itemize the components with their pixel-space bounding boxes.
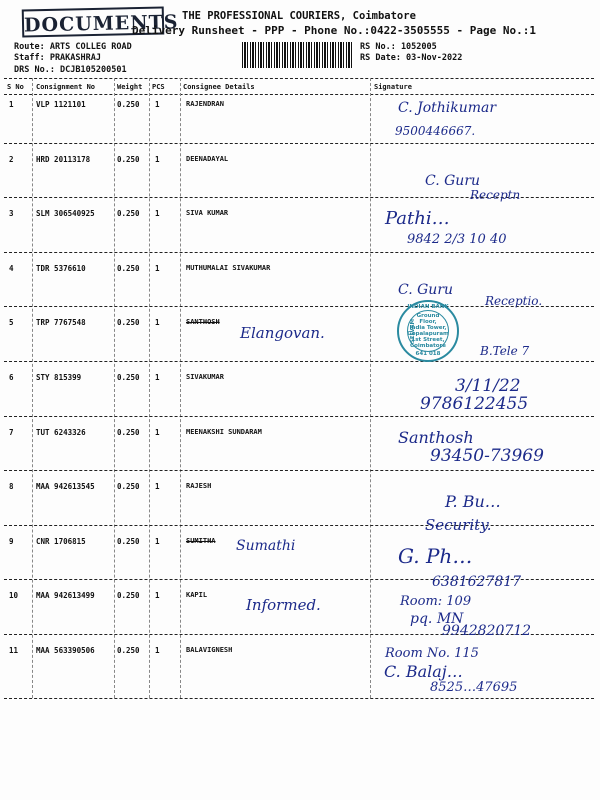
row-sno: 2 — [9, 155, 14, 164]
col-sno: S No — [7, 83, 24, 91]
row-weight: 0.250 — [117, 428, 140, 437]
col-consignee: Consignee Details — [183, 83, 255, 91]
handwriting-row4-name: C. Guru — [398, 282, 454, 298]
row-sno: 3 — [9, 209, 14, 218]
row-consignment-no: TRP 7767548 — [36, 318, 86, 327]
company-title: THE PROFESSIONAL COURIERS, Coimbatore — [182, 10, 416, 22]
row-sno: 10 — [9, 591, 19, 600]
row-consignment-no: CNR 1706815 — [36, 537, 86, 546]
col-pcs: PCS — [152, 83, 165, 91]
handwriting-row11-phone: 8525…47695 — [430, 680, 518, 695]
row-consignment-no: STY 815399 — [36, 373, 82, 382]
row-weight: 0.250 — [117, 373, 140, 382]
handwriting-row9-signature: G. Ph… — [398, 544, 473, 568]
row-consignee: DEENADAYAL — [186, 155, 229, 163]
row-consignee: SIVA KUMAR — [186, 209, 229, 217]
col-weight: Weight — [117, 83, 143, 91]
runsheet-subtitle: Delivery Runsheet - PPP - Phone No.:0422-3505555 - Page No.:1 — [132, 24, 536, 37]
row-pcs: 1 — [155, 100, 160, 109]
row-divider — [4, 252, 594, 253]
row-pcs: 1 — [155, 318, 160, 327]
handwriting-row10-status: Informed. — [246, 596, 321, 614]
row-sno: 6 — [9, 373, 14, 382]
handwriting-row11-signature: C. Balaj… — [384, 662, 463, 681]
seal-line: 641 018 — [415, 351, 441, 357]
column-divider — [114, 78, 115, 698]
handwriting-row3-phone: 9842 2/3 10 40 — [407, 232, 507, 247]
row-consignee: SUMITHA — [186, 537, 216, 545]
row-weight: 0.250 — [117, 264, 140, 273]
row-pcs: 1 — [155, 155, 160, 164]
handwriting-row3-signature: Pathi… — [385, 208, 450, 229]
row-divider — [4, 416, 594, 417]
handwriting-row1-phone: 9500446667. — [395, 124, 476, 138]
header-top-rule — [4, 78, 594, 79]
handwriting-row9-name: Sumathi — [236, 538, 296, 554]
handwriting-row7-name: Santhosh — [398, 428, 474, 447]
row-consignee: SIVAKUMAR — [186, 373, 224, 381]
row-sno: 4 — [9, 264, 14, 273]
row-divider — [4, 470, 594, 471]
handwriting-row6-phone: 9786122455 — [420, 394, 529, 414]
row-consignee: SANTHOSH — [186, 318, 220, 326]
handwriting-row4-role: Receptio. — [485, 294, 543, 308]
row-consignment-no: HRD 20113178 — [36, 155, 91, 164]
row-consignment-no: MAA 942613545 — [36, 482, 95, 491]
row-pcs: 1 — [155, 482, 160, 491]
row-consignment-no: TUT 6243326 — [36, 428, 86, 437]
row-pcs: 1 — [155, 646, 160, 655]
row-divider — [4, 143, 594, 144]
row-consignee: RAJESH — [186, 482, 212, 490]
row-sno: 9 — [9, 537, 14, 546]
row-pcs: 1 — [155, 537, 160, 546]
handwriting-row8-name: P. Bu… — [445, 492, 501, 511]
seal-line: Gopalapuram — [407, 331, 449, 337]
rs-date: RS Date: 03-Nov-2022 — [360, 53, 463, 63]
handwriting-row1-name: C. Jothikumar — [398, 100, 497, 116]
col-signature: Signature — [374, 83, 412, 91]
row-weight: 0.250 — [117, 100, 140, 109]
bank-seal — [397, 300, 459, 362]
row-divider — [4, 525, 594, 526]
handwriting-row5-note: B.Tele 7 — [480, 344, 530, 358]
row-consignment-no: MAA 563390506 — [36, 646, 95, 655]
header-bottom-rule — [4, 94, 594, 95]
row-sno: 7 — [9, 428, 14, 437]
seal-line: INDIAN BANK — [407, 304, 449, 310]
documents-stamp: DOCUMENTS — [22, 7, 165, 38]
seal-line: Ground Floor, — [416, 313, 440, 325]
row-sno: 5 — [9, 318, 14, 327]
row-consignment-no: SLM 306540925 — [36, 209, 95, 218]
row-pcs: 1 — [155, 591, 160, 600]
handwriting-row7-phone: 93450-73969 — [430, 446, 544, 466]
handwriting-row10-room: Room: 109 — [400, 594, 472, 609]
row-consignee: KAPIL — [186, 591, 208, 599]
row-weight: 0.250 — [117, 591, 140, 600]
row-sno: 11 — [9, 646, 19, 655]
row-consignee: RAJENDRAN — [186, 100, 224, 108]
column-divider — [149, 78, 150, 698]
handwriting-row2-role: Receptn — [470, 188, 521, 202]
handwriting-row10-signature: pq. MN — [410, 611, 464, 627]
handwriting-row2-name: C. Guru — [425, 173, 481, 189]
handwriting-row6-date: 3/11/22 — [455, 376, 521, 396]
seal-line: 1st Street, — [411, 337, 445, 343]
row-weight: 0.250 — [117, 482, 140, 491]
row-sno: 8 — [9, 482, 14, 491]
col-consignment-no: Consignment No — [36, 83, 96, 91]
row-pcs: 1 — [155, 209, 160, 218]
staff-label: Staff: PRAKASHRAJ — [14, 53, 101, 63]
column-divider — [370, 78, 371, 698]
row-weight: 0.250 — [117, 646, 140, 655]
handwriting-row10-phone: 9942820712 — [442, 623, 532, 639]
row-pcs: 1 — [155, 373, 160, 382]
barcode — [242, 42, 354, 68]
handwriting-row8-role: Security. — [425, 516, 492, 534]
row-consignee: MUTHUMALAI SIVAKUMAR — [186, 264, 271, 272]
drs-number: DRS No.: DCJB105200501 — [14, 65, 127, 75]
column-divider — [32, 78, 33, 698]
table-bottom-rule — [4, 698, 594, 699]
row-weight: 0.250 — [117, 209, 140, 218]
seal-line: SELVAM — [410, 318, 417, 344]
handwriting-row11-room: Room No. 115 — [385, 646, 479, 661]
row-consignment-no: VLP 1121101 — [36, 100, 86, 109]
column-divider — [180, 78, 181, 698]
row-pcs: 1 — [155, 264, 160, 273]
rs-number: RS No.: 1052005 — [360, 42, 437, 52]
handwriting-row9-phone: 6381627817 — [432, 574, 522, 590]
row-pcs: 1 — [155, 428, 160, 437]
row-divider — [4, 361, 594, 362]
row-consignee: BALAVIGNESH — [186, 646, 233, 654]
handwriting-row5-name: Elangovan. — [240, 324, 325, 342]
row-weight: 0.250 — [117, 318, 140, 327]
row-sno: 1 — [9, 100, 14, 109]
row-consignee: MEENAKSHI SUNDARAM — [186, 428, 262, 436]
row-consignment-no: MAA 942613499 — [36, 591, 95, 600]
seal-line: Coimbatore — [410, 343, 446, 349]
route-label: Route: ARTS COLLEG ROAD — [14, 42, 132, 52]
row-consignment-no: TDR 5376610 — [36, 264, 86, 273]
row-weight: 0.250 — [117, 537, 140, 546]
row-weight: 0.250 — [117, 155, 140, 164]
seal-line: India Tower, — [409, 325, 447, 331]
